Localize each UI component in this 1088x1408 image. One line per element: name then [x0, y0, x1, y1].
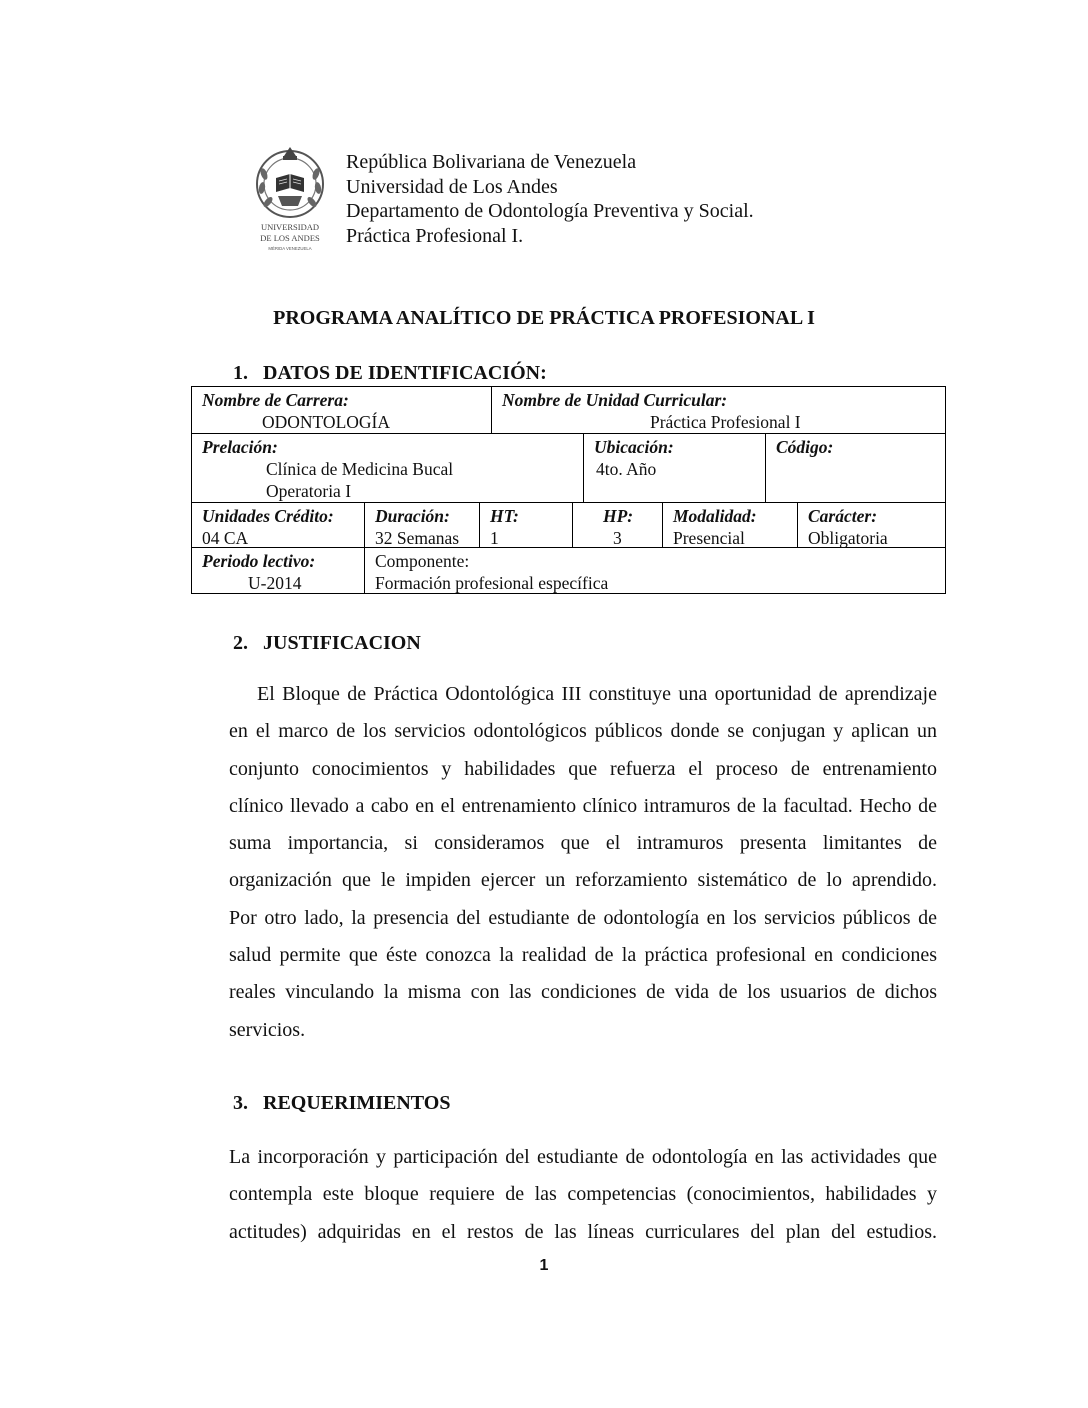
header-line-universidad: Universidad de Los Andes [346, 175, 558, 198]
header-line-departamento: Departamento de Odontología Preventiva y Social. [346, 200, 754, 222]
label-unidad-curricular: Nombre de Unidad Curricular: [502, 390, 728, 410]
cell-periodo-lectivo [192, 548, 365, 593]
section-title: JUSTIFICACION [263, 632, 421, 654]
universidad-de-los-andes-seal-icon [254, 144, 326, 258]
value-duracion: 32 Semanas [375, 528, 460, 548]
value-periodo-lectivo: U-2014 [248, 573, 302, 593]
value-unidad-curricular: Práctica Profesional I [650, 412, 801, 432]
cell-hp [573, 503, 663, 547]
label-caracter: Carácter: [808, 506, 878, 526]
label-codigo: Código: [776, 437, 834, 457]
paragraph-line: servicios. [229, 1018, 306, 1041]
cell-ubicacion [584, 434, 766, 502]
requerimientos-paragraph [229, 1139, 937, 1251]
cell-componente [365, 548, 945, 593]
paragraph-line: salud permite que éste conozca la realidad de la práctica profesional en condiciones [229, 944, 937, 967]
value-modalidad: Presencial [673, 528, 745, 548]
label-modalidad: Modalidad: [673, 506, 757, 526]
cell-ht [480, 503, 573, 547]
section-heading-justificacion [233, 632, 421, 655]
table-row [192, 548, 945, 593]
label-periodo-lectivo: Periodo lectivo: [202, 551, 316, 571]
label-ubicacion: Ubicación: [594, 437, 674, 457]
section-number: 1. [233, 362, 248, 384]
label-unidades-credito: Unidades Crédito: [202, 506, 334, 526]
paragraph-line: actitudes) adquiridas en el restos de las líneas curriculares del plan del estudios. [229, 1220, 937, 1243]
label-componente: Componente: [375, 551, 470, 571]
header-line-practica: Práctica Profesional I. [346, 224, 524, 247]
value-hp: 3 [613, 528, 622, 548]
cell-carrera [192, 387, 492, 433]
value-ht: 1 [490, 528, 499, 548]
label-hp: HP: [603, 506, 634, 526]
header-line-republica: República Bolivariana de Venezuela [346, 151, 637, 173]
paragraph-line: suma importancia, si consideramos que el intramuros presenta limitantes de [229, 832, 937, 855]
table-row [192, 503, 945, 548]
cell-duracion [365, 503, 480, 547]
cell-unidad-curricular [492, 387, 945, 433]
label-ht: HT: [490, 506, 519, 526]
paragraph-line: La incorporación y participación del estudiante de odontología en las actividades que [229, 1146, 937, 1168]
value-prelacion-1: Clínica de Medicina Bucal [266, 459, 454, 479]
value-carrera: ODONTOLOGÍA [262, 412, 390, 432]
svg-text:DE LOS ANDES: DE LOS ANDES [260, 233, 320, 243]
value-unidades-credito: 04 CA [202, 528, 249, 548]
value-caracter: Obligatoria [808, 528, 888, 548]
label-carrera: Nombre de Carrera: [202, 390, 349, 410]
value-componente: Formación profesional específica [375, 573, 609, 593]
cell-caracter [798, 503, 945, 547]
value-prelacion-2: Operatoria I [266, 481, 352, 501]
document-title: PROGRAMA ANALÍTICO DE PRÁCTICA PROFESIONAL I [273, 307, 815, 329]
section-heading-datos [233, 362, 547, 385]
paragraph-line: clínico llevado a cabo en el entrenamiento clínico intramuros de la facultad. Hecho de [229, 794, 937, 817]
section-number: 2. [233, 632, 248, 654]
cell-modalidad [663, 503, 798, 547]
cell-prelacion [192, 434, 584, 502]
section-heading-requerimientos [233, 1092, 450, 1115]
identification-table [191, 386, 946, 594]
section-number: 3. [233, 1092, 248, 1114]
label-duracion: Duración: [375, 506, 450, 526]
justificacion-paragraph [229, 676, 937, 1049]
paragraph-line: contempla este bloque requiere de las competencias (conocimientos, habilidades y [229, 1183, 937, 1206]
svg-text:UNIVERSIDAD: UNIVERSIDAD [260, 222, 320, 232]
paragraph-line: El Bloque de Práctica Odontológica III constituye una oportunidad de aprendizaje [257, 683, 937, 705]
table-row [192, 387, 945, 434]
value-ubicacion: 4to. Año [596, 459, 657, 479]
paragraph-line: en el marco de los servicios odontológicos públicos donde se conjugan y aplican un [229, 720, 937, 743]
paragraph-line: organización que le impiden ejercer un reforzamiento sistemático de lo aprendido. [229, 869, 937, 892]
svg-text:MÉRIDA VENEZUELA: MÉRIDA VENEZUELA [268, 246, 312, 251]
label-prelacion: Prelación: [202, 437, 278, 457]
institution-header [346, 150, 754, 248]
cell-codigo [766, 434, 945, 502]
table-row [192, 434, 945, 503]
paragraph-line: reales vinculando la misma con las condiciones de vida de los usuarios de dichos [229, 981, 937, 1004]
paragraph-line: Por otro lado, la presencia del estudiante de odontología en los servicios públicos de [229, 906, 937, 929]
section-title: REQUERIMIENTOS [263, 1092, 451, 1114]
page-number: 1 [539, 1257, 549, 1274]
cell-unidades-credito [192, 503, 365, 547]
paragraph-line: conjunto conocimientos y habilidades que refuerza el proceso de entrenamiento [229, 757, 937, 780]
section-title: DATOS DE IDENTIFICACIÓN: [263, 362, 547, 384]
